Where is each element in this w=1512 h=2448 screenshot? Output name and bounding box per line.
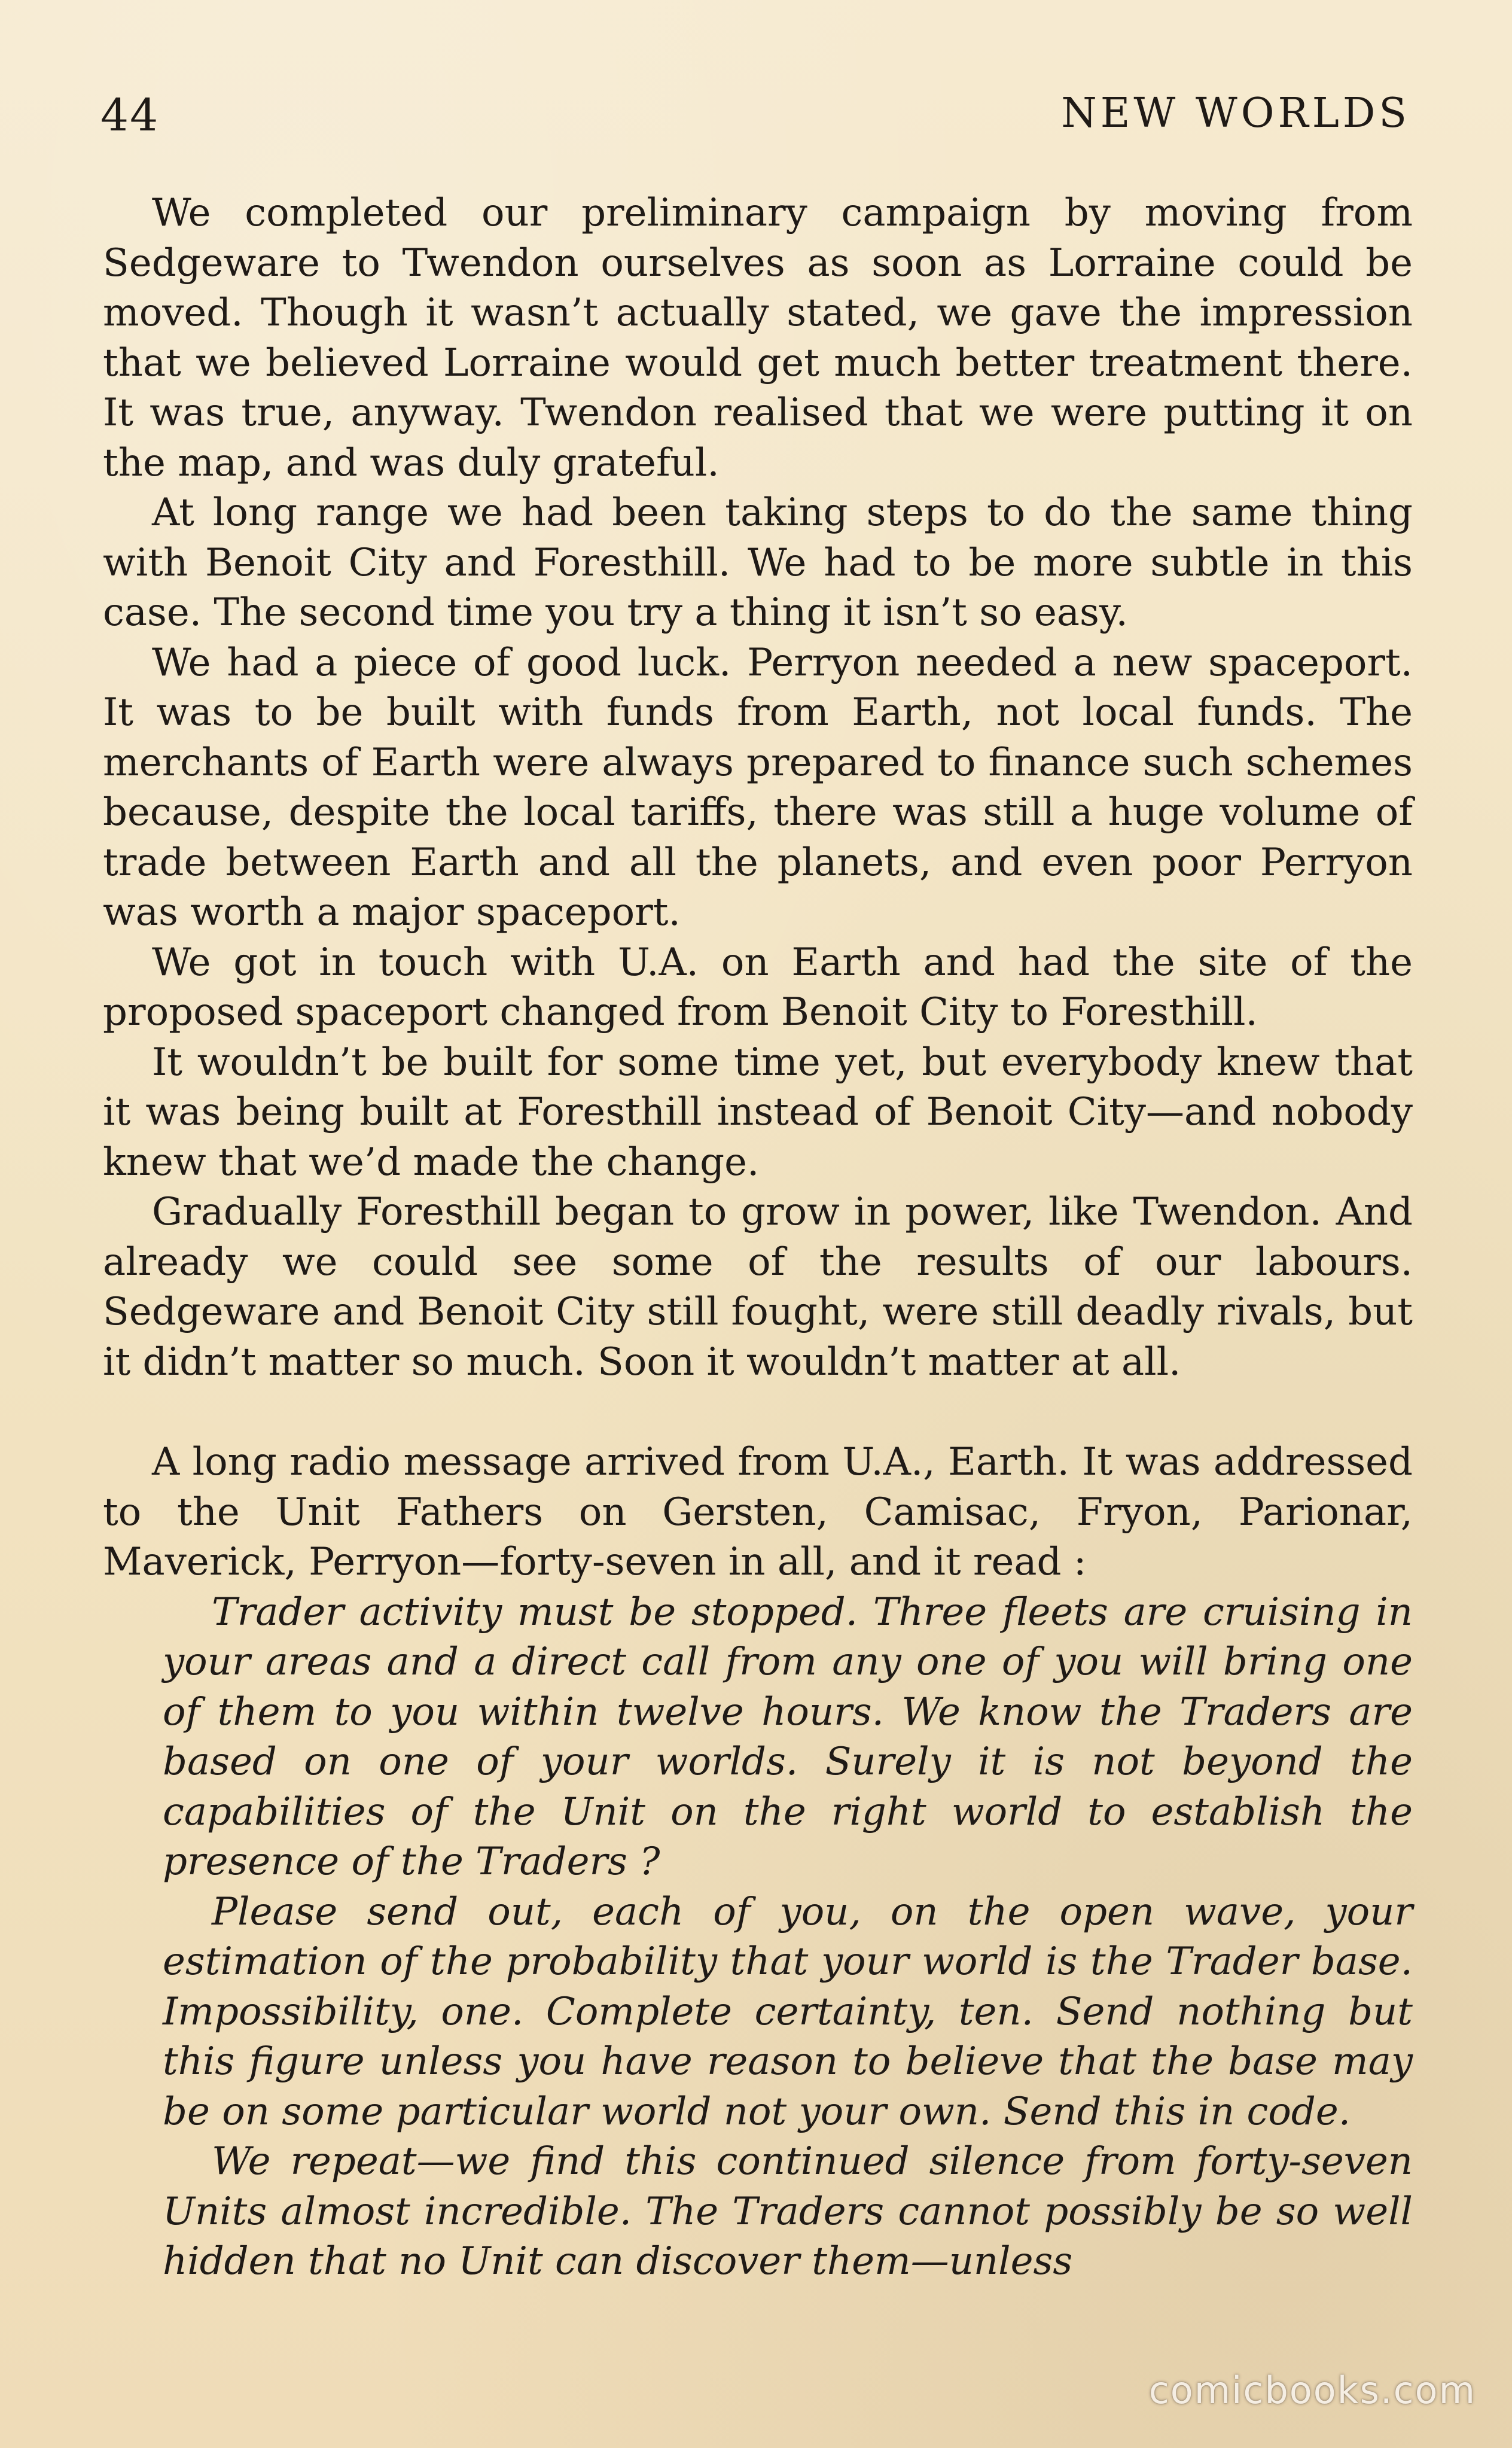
paragraph: It wouldn’t be built for some time yet, but everybody knew that it was being built at Foresthill instead of Benoit City—and nobody knew that we’d made the change. xyxy=(103,1040,1413,1185)
page-header xyxy=(100,90,1410,156)
paragraph: We had a piece of good luck. Perryon needed a new spaceport. It was to be built with funds from Earth, not local funds. The merchants of Earth were always prepared to finance such schemes because, despite the local tariffs, there was still a huge volume of trade between Earth and all the planets, and even poor Perryon was worth a major spaceport. xyxy=(103,640,1413,934)
body-text xyxy=(103,188,1413,2287)
message-paragraph: Trader activity must be stopped. Three fleets are cruising in your areas and a direct call from any one of you will bring one of them to you within twelve hours. We know the Traders are based on one of your worlds. Surely it is not beyond the capabilities of the Unit on the right world to establish the presence of the Traders ? xyxy=(163,1590,1413,1884)
paragraph: Gradually Foresthill began to grow in power, like Twendon. And already we could see some of the results of our labours. Sedgeware and Benoit City still fought, were still deadly rivals, but it didn’t matter so much. Soon it wouldn’t matter at all. xyxy=(103,1190,1413,1384)
message-paragraph: Please send out, each of you, on the open wave, your estimation of the probability that your world is the Trader base. Impossibility, one. Complete certainty, ten. Send nothing but this figure unless you have reason to believe that the base may be on some particular world not your own. Send this in code. xyxy=(163,1889,1413,2134)
paragraph: At long range we had been taking steps to do the same thing with Benoit City and Foresthill. We had to be more subtle in this case. The second time you try a thing it isn’t so easy. xyxy=(103,491,1413,635)
section-break xyxy=(103,1387,1413,1438)
message-intro: A long radio message arrived from U.A., Earth. It was addressed to the Unit Fathers on Gersten, Camisac, Fryon, Parionar, Maverick, Perryon—forty-seven in all, and it read : xyxy=(103,1440,1413,1584)
page-number: 44 xyxy=(100,90,160,141)
paragraph: We completed our preliminary campaign by moving from Sedgeware to Twendon ourselves as soon as Lorraine could be moved. Though it wasn’t actually stated, we gave the impression that we believed Lorraine would get much better treatment there. It was true, anyway. Twendon realised that we were putting it on the map, and was duly grateful. xyxy=(103,191,1413,485)
watermark-text: comicbooks.com xyxy=(1148,2368,1476,2412)
running-head: NEW WORLDS xyxy=(1061,90,1410,137)
message-paragraph: We repeat—we find this continued silence from forty-seven Units almost incredible. The Traders cannot possibly be so well hidden that no Unit can discover them—unless xyxy=(163,2139,1413,2283)
paragraph: We got in touch with U.A. on Earth and had the site of the proposed spaceport changed from Benoit City to Foresthill. xyxy=(103,940,1413,1034)
